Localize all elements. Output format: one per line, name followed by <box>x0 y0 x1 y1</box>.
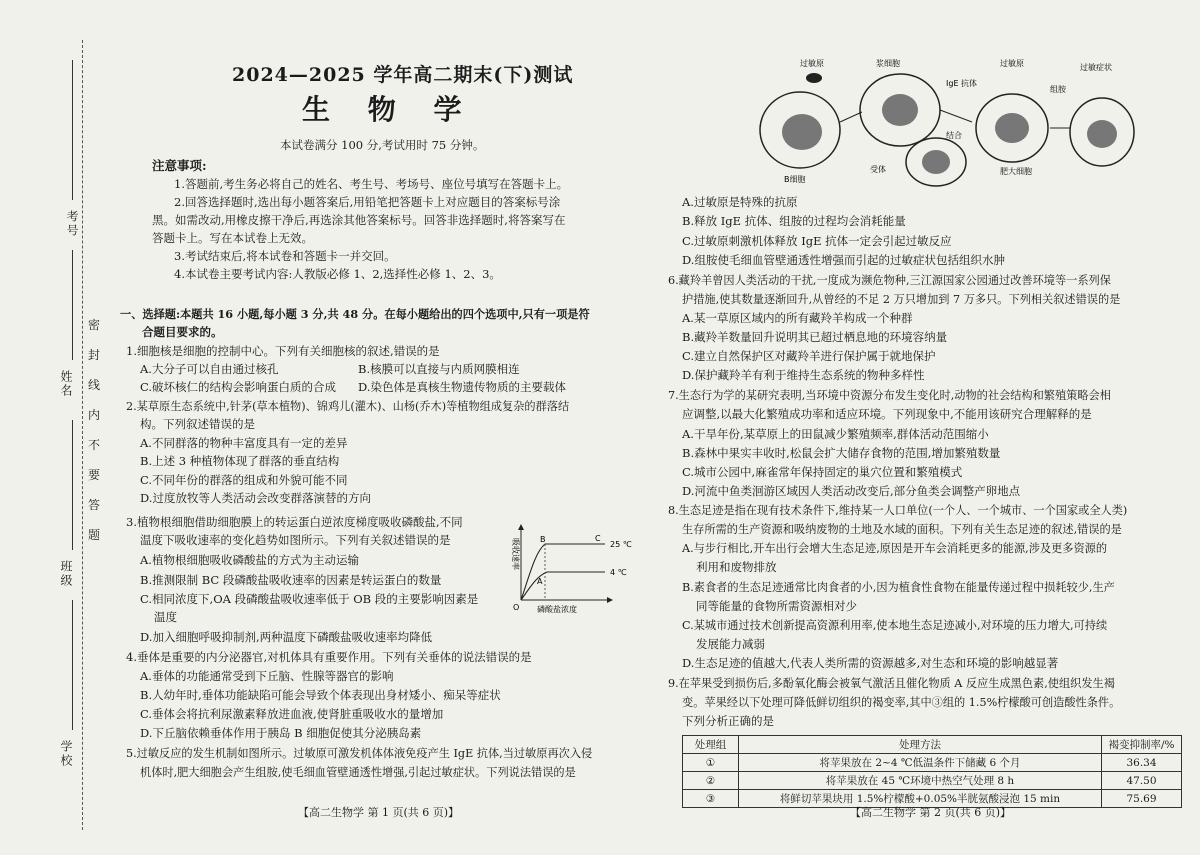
option: A.与步行相比,开车出行会增大生态足迹,原因是开车会消耗更多的能源,涉及更多资源的 <box>682 542 1108 555</box>
exam-subject: 生 物 学 <box>302 93 476 126</box>
question-3-cont: 温度下吸收速率的变化趋势如图所示。下列有关叙述错误的是 <box>140 533 451 547</box>
table-row <box>683 754 1182 772</box>
question-8: 8.生态足迹是指在现有技术条件下,维持某一人口单位(一个人、一个城市、一个国家或全人类) <box>668 504 1128 517</box>
option: B.核膜可以直接与内质网膜相连 <box>358 362 520 376</box>
sensitized-nucleus <box>922 150 950 174</box>
option-cont: 利用和废物排放 <box>696 560 777 574</box>
absorption-rate-graph <box>507 522 647 614</box>
page-footer: 【高二生物学 第 1 页(共 6 页)】 <box>298 806 460 819</box>
point-c: C <box>595 534 601 543</box>
plasma-nucleus <box>882 94 918 126</box>
option: D.河流中鱼类洄游区域因人类活动改变后,部分鱼类会调整产卵地点 <box>682 484 1021 498</box>
table-row <box>683 772 1182 790</box>
table-header: 处理方法 <box>739 736 1102 754</box>
treatment-table <box>682 735 1182 808</box>
option: C.建立自然保护区对藏羚羊进行保护属于就地保护 <box>682 349 936 363</box>
label-allergen-2: 过敏原 <box>1000 59 1024 68</box>
notice-item: 1.答题前,考生务必将自己的姓名、考生号、考场号、座位号填写在答题卡上。 <box>174 177 569 191</box>
mast-nucleus <box>995 113 1029 143</box>
option: C.相同浓度下,OA 段磷酸盐吸收速率低于 OB 段的主要影响因素是 <box>140 592 479 606</box>
option: B.素食者的生态足迹通常比肉食者的小,因为植食性食物在能量传递过程中损耗较少,生产 <box>682 581 1115 594</box>
option: D.生态足迹的值越大,代表人类所需的资源越多,对生态和环境的影响越显著 <box>682 656 1059 670</box>
b-cell-nucleus <box>782 114 822 150</box>
option-cont: 同等能量的食物所需资源相对少 <box>696 599 857 613</box>
question-9-cont: 变。苹果经以下处理可降低鲜切组织的褐变率,其中③组的 1.5%柠檬酸可创造酸性条件。 <box>682 696 1121 709</box>
option: D.染色体是真核生物遗传物质的主要载体 <box>358 380 566 394</box>
table-cell: 75.69 <box>1102 790 1182 808</box>
page-footer: 【高二生物学 第 2 页(共 6 页)】 <box>850 806 1012 819</box>
table-header: 处理组 <box>683 736 739 754</box>
question-2: 2.某草原生态系统中,针茅(草本植物)、锦鸡儿(灌木)、山杨(乔木)等植物组成复杂的群落结 <box>126 400 570 413</box>
option: A.干旱年份,某草原上的田鼠减少繁殖频率,群体活动范围缩小 <box>682 427 989 441</box>
label-25c: 25 ℃ <box>610 540 632 549</box>
option: D.加入细胞呼吸抑制剂,两种温度下磷酸盐吸收速率均降低 <box>140 630 433 644</box>
released-nucleus <box>1087 120 1117 148</box>
kaohao-line <box>72 60 73 200</box>
allergen-icon <box>806 73 822 83</box>
point-b: B <box>540 535 546 544</box>
label-plasma: 浆细胞 <box>876 59 900 68</box>
seal-char: 答 <box>88 498 101 512</box>
notice-item: 2.回答选择题时,选出每小题答案后,用铅笔把答题卡上对应题目的答案标号涂 <box>174 195 561 209</box>
seal-char: 内 <box>88 408 101 422</box>
option: C.不同年份的群落的组成和外貌可能不同 <box>140 473 348 487</box>
question-2-cont: 构。下列叙述错误的是 <box>140 417 255 431</box>
option-cont: 发展能力减弱 <box>696 637 765 651</box>
notice-heading: 注意事项: <box>152 158 207 173</box>
option: B.森林中果实丰收时,松鼠会扩大储存食物的范围,增加繁殖数量 <box>682 446 1001 460</box>
question-7-cont: 应调整,以最大化繁殖成功率和适应环境。下列现象中,不能用该研究合理解释的是 <box>682 407 1092 421</box>
notice-item: 黑。如需改动,用橡皮擦干净后,再选涂其他答案标号。回答非选择题时,将答案写在 <box>152 213 566 227</box>
option: A.不同群落的物种丰富度具有一定的差异 <box>140 436 348 450</box>
option: C.破坏核仁的结构会影响蛋白质的合成 <box>140 380 337 394</box>
label-histamine: 组胺 <box>1050 85 1066 94</box>
label-allergen-1: 过敏原 <box>800 59 824 68</box>
option: D.保护藏羚羊有利于维持生态系统的物种多样性 <box>682 368 925 382</box>
question-3: 3.植物根细胞借助细胞膜上的转运蛋白逆浓度梯度吸收磷酸盐,不同 <box>126 515 463 529</box>
question-6: 6.藏羚羊曾因人类活动的干扰,一度成为濒危物种,三江源国家公园通过改善环境等一系列保 <box>668 274 1111 287</box>
label-4c: 4 ℃ <box>610 568 627 577</box>
seal-char: 线 <box>88 378 101 392</box>
table-header: 褐变抑制率/% <box>1102 736 1182 754</box>
xuexiao-line <box>72 600 73 730</box>
kaohao-label: 考号 <box>65 210 79 238</box>
page-2 <box>660 0 1195 855</box>
exam-title: 2024—2025 学年高二期末(下)测试 <box>232 64 574 86</box>
option: A.过敏原是特殊的抗原 <box>682 195 798 209</box>
option: A.某一草原区域内的所有藏羚羊构成一个种群 <box>682 311 913 325</box>
table-cell: 36.34 <box>1102 754 1182 772</box>
table-header-row <box>683 736 1182 754</box>
option: C.过敏原刺激机体释放 IgE 抗体一定会引起过敏反应 <box>682 234 952 248</box>
label-b-cell: B细胞 <box>784 175 806 184</box>
xingming-label: 姓名 <box>59 370 73 398</box>
option: B.上述 3 种植物体现了群落的垂直结构 <box>140 454 340 468</box>
option: D.过度放牧等人类活动会改变群落演替的方向 <box>140 491 371 505</box>
table-cell: ① <box>683 754 739 772</box>
option: C.垂体会将抗利尿激素释放进血液,使肾脏重吸收水的量增加 <box>140 707 444 721</box>
seal-char: 不 <box>88 438 101 452</box>
seal-char: 密 <box>88 318 101 332</box>
x-axis-label: 磷酸盐浓度 <box>537 605 577 614</box>
table-cell: 47.50 <box>1102 772 1182 790</box>
arrow-1 <box>840 112 862 122</box>
page-1 <box>112 0 648 855</box>
option: C.城市公园中,麻雀常年保持固定的巢穴位置和繁殖模式 <box>682 465 963 479</box>
question-8-cont: 生存所需的生产资源和吸纳废物的土地及水域的面积。下列有关生态足迹的叙述,错误的是 <box>682 523 1122 536</box>
seal-line <box>82 40 83 830</box>
label-ige: IgE 抗体 <box>946 79 978 88</box>
banji-label: 班级 <box>59 560 73 588</box>
binding-margin <box>0 0 112 855</box>
notice-item: 答题卡上。写在本试卷上无效。 <box>152 231 313 245</box>
table-cell: 将苹果放在 45 ℃环境中热空气处理 8 h <box>739 772 1102 790</box>
curve-4c <box>521 572 605 600</box>
origin-o: O <box>513 603 520 612</box>
xingming-line <box>72 250 73 360</box>
score-line: 本试卷满分 100 分,考试用时 75 分钟。 <box>280 138 485 152</box>
seal-char: 封 <box>88 348 101 362</box>
option: B.人幼年时,垂体功能缺陷可能会导致个体表现出身材矮小、痴呆等症状 <box>140 688 501 702</box>
xuexiao-label: 学校 <box>59 740 73 768</box>
banji-line <box>72 420 73 550</box>
option: D.组胺使毛细血管壁通透性增强而引起的过敏症状包括组织水肿 <box>682 253 1005 267</box>
section-heading: 一、选择题:本题共 16 小题,每小题 3 分,共 48 分。在每小题给出的四个选项中,只有一项是符 <box>120 307 590 321</box>
table-cell: 将鲜切苹果块用 1.5%柠檬酸+0.05%半胱氨酸浸泡 15 min <box>739 790 1102 808</box>
table-cell: ③ <box>683 790 739 808</box>
option: A.大分子可以自由通过核孔 <box>140 362 279 376</box>
seal-char: 要 <box>88 468 101 482</box>
y-axis-arrow <box>518 524 524 530</box>
section-heading-cont: 合题目要求的。 <box>142 325 223 339</box>
question-5-cont: 机体时,肥大细胞会产生组胺,使毛细血管壁通透性增强,引起过敏症状。下列说法错误的是 <box>140 766 576 779</box>
question-1: 1.细胞核是细胞的控制中心。下列有关细胞核的叙述,错误的是 <box>126 344 440 358</box>
question-4: 4.垂体是重要的内分泌器官,对机体具有重要作用。下列有关垂体的说法错误的是 <box>126 650 532 664</box>
option: D.下丘脑依赖垂体作用于胰岛 B 细胞促使其分泌胰岛素 <box>140 726 422 740</box>
question-6-cont: 护措施,使其数量逐渐回升,从曾经的不足 2 万只增加到 7 万多只。下列相关叙述错误的是 <box>682 293 1121 306</box>
label-mast: 肥大细胞 <box>1000 167 1032 176</box>
option: C.某城市通过技术创新提高资源利用率,使本地生态足迹减小,对环境的压力增大,可持续 <box>682 619 1108 632</box>
question-9: 9.在苹果受到损伤后,多酚氧化酶会被氧气激活且催化物质 A 反应生成黑色素,使组织发生褐 <box>668 677 1115 690</box>
label-bind: 结合 <box>946 131 962 140</box>
table-cell: ② <box>683 772 739 790</box>
option: A.植物根细胞吸收磷酸盐的方式为主动运输 <box>140 553 359 567</box>
option: B.推测限制 BC 段磷酸盐吸收速率的因素是转运蛋白的数量 <box>140 573 442 587</box>
allergy-mechanism-diagram <box>750 52 1140 190</box>
option: A.垂体的功能通常受到下丘脑、性腺等器官的影响 <box>140 669 394 683</box>
seal-char: 题 <box>88 528 101 542</box>
question-9-cont: 下列分析正确的是 <box>682 714 774 728</box>
table-cell: 将苹果放在 2~4 ℃低温条件下储藏 6 个月 <box>739 754 1102 772</box>
option-cont: 温度 <box>154 610 177 624</box>
notice-item: 4.本试卷主要考试内容:人教版必修 1、2,选择性必修 1、2、3。 <box>174 267 501 281</box>
option: B.释放 IgE 抗体、组胺的过程均会消耗能量 <box>682 214 906 228</box>
question-5: 5.过敏反应的发生机制如图所示。过敏原可激发机体体液免疫产生 IgE 抗体,当过敏原再次入侵 <box>126 747 593 760</box>
option: B.藏羚羊数量回升说明其已超过栖息地的环境容纳量 <box>682 330 948 344</box>
point-a: A <box>537 577 543 586</box>
notice-item: 3.考试结束后,将本试卷和答题卡一并交回。 <box>174 249 396 263</box>
question-7: 7.生态行为学的某研究表明,当环境中资源分布发生变化时,动物的社会结构和繁殖策略会相 <box>668 389 1111 402</box>
y-axis-label: 吸收速率 <box>511 538 520 570</box>
x-axis-arrow <box>607 597 613 603</box>
label-symptom: 过敏症状 <box>1080 63 1112 72</box>
label-receptor: 受体 <box>870 165 886 174</box>
arrow-2 <box>940 110 972 122</box>
